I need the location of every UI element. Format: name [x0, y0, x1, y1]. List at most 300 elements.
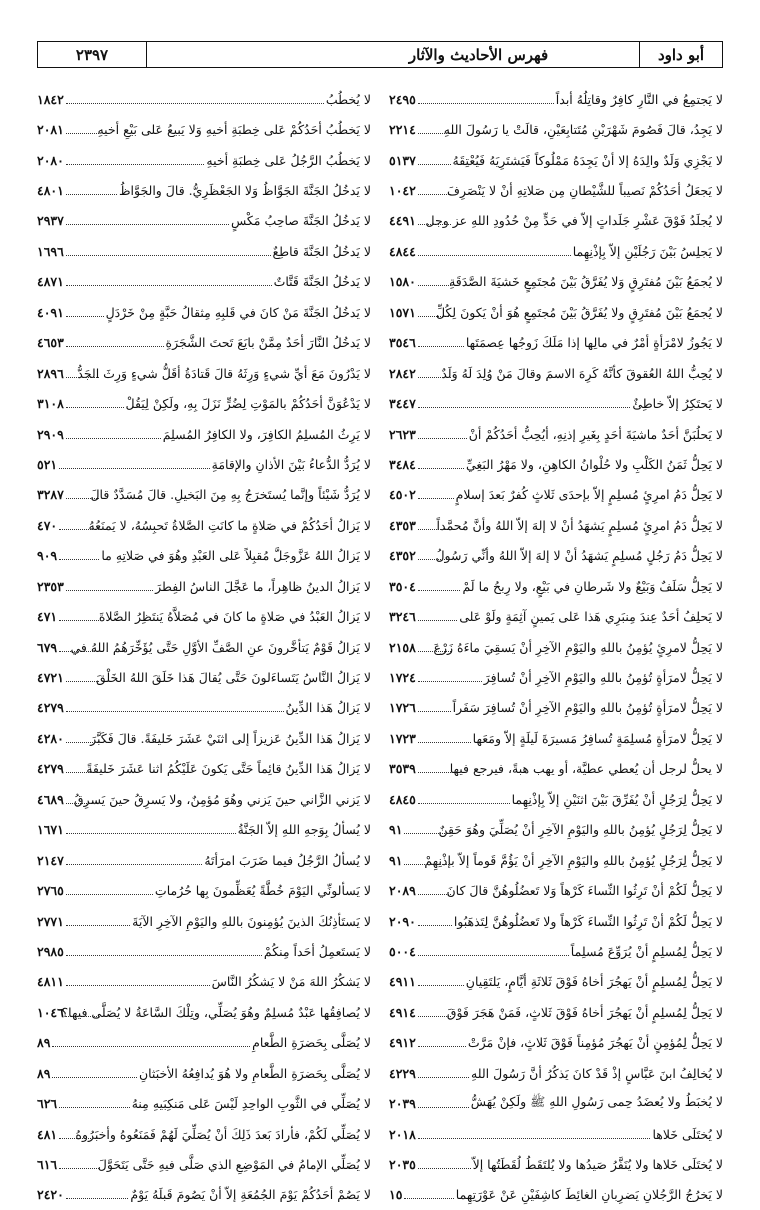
entry-hadith-number: ٣٢٤٦ — [389, 609, 416, 625]
entry-text: لا يُخالِفُ ابنَ عَبَّاسٍ إذْ قَدْ كانَ يَذكُرُ أنَّ رَسُولَ اللهِ — [471, 1065, 723, 1081]
index-entry — [389, 267, 723, 297]
entry-hadith-number: ١٥ — [389, 1187, 403, 1203]
dot-leader — [66, 498, 99, 499]
entry-hadith-number: ٨٩ — [37, 1065, 51, 1081]
dot-leader — [66, 925, 130, 926]
entry-text: لا يَحتَكِرُ إلاّ خاطِئٌ — [632, 396, 723, 412]
entry-text: لا يَحلِفُ أحَدٌ عِندَ مِنبَرِي هَذا عَلى يَمينٍ آثِمَةٍ ولَوْ عَلى — [459, 609, 723, 625]
entry-text: لا يُصَلِّي في الثَّوبِ الواحِدِ لَيْسَ عَلى مَنكِبَيهِ مِنهُ — [131, 1096, 371, 1112]
entry-text: لا يُصَلَّى بِحَضرَةِ الطَّعامِ — [252, 1035, 371, 1051]
entry-hadith-number: ٤٨٤٥ — [389, 791, 416, 807]
index-entry — [389, 1119, 723, 1149]
index-entry — [37, 815, 371, 845]
entry-text: لا يَدْرُونَ مَعَ أيِّ شيءٍ وَرِثَهُ قالَ قَتادَةُ أقَلُّ شيءٍ وَرِثَ الجَدُّ — [77, 365, 371, 381]
entry-text: لا يَدخُلُ الجَنَّةَ صاحِبُ مَكْسٍ — [230, 213, 371, 229]
entry-text: لا يَزالُ قَوْمٌ يَتأخَّرونَ عنِ الصَّفِّ الأوَّلِ حَتَّى يُؤَخِّرَهُمُ اللهُ في — [70, 639, 371, 655]
entry-text: لا يَحلُبَنَّ أحَدٌ ماشيَةَ أحَدٍ بِغَيرِ إذنِهِ، أيُحِبُّ أحَدُكُمْ أنْ — [468, 426, 723, 442]
dot-leader — [66, 164, 205, 165]
entry-hadith-number: ٩٠٩ — [37, 548, 58, 564]
entry-hadith-number: ٣١٠٨ — [37, 396, 64, 412]
entry-text: لا يَحِلُّ لامرَأةٍ تُؤمِنُ باللهِ واليَوْمِ الآخِرِ أنْ تُسافِرَ — [483, 670, 723, 686]
dot-leader — [59, 559, 99, 560]
entry-text: لا يُخطُبُ — [325, 91, 371, 107]
dot-leader — [66, 255, 271, 256]
index-entry — [389, 997, 723, 1027]
index-entry — [37, 510, 371, 540]
entry-text: لا يَدخُلُ النَّارَ أحَدٌ مِمَّنْ بايَعَ تَحتَ الشَّجَرَةِ — [165, 335, 371, 351]
entry-text: لا يُرَدُّ الدُّعاءُ بَيْنَ الأذانِ والإقامَةِ — [211, 456, 371, 472]
index-entry — [37, 662, 371, 692]
entry-text: لا يَستَعمِلُ أحَداً مِنكُمْ — [263, 943, 371, 959]
dot-leader — [66, 803, 99, 804]
entry-hadith-number: ٩١ — [389, 852, 403, 868]
dot-leader — [418, 194, 451, 195]
index-entry — [37, 601, 371, 631]
dot-leader — [52, 1046, 250, 1047]
entry-hadith-number: ٥٢١ — [37, 456, 58, 472]
entry-text: لا يَحِلُّ لامرَأةٍ تُؤمِنُ باللهِ واليَوْمِ الآخِرِ أنْ تُسافِرَ سَفَراً — [452, 700, 723, 716]
dot-leader — [418, 1016, 451, 1017]
index-entry — [389, 206, 723, 236]
index-entry — [389, 601, 723, 631]
entry-text: لا يَزالُ هَذا الدِّينُ قائِماً حَتَّى يَكونَ عَلَيْكُمُ اثنا عَشَرَ خَليفَةً — [86, 761, 371, 777]
dot-leader — [66, 711, 284, 712]
entry-text: لا يَصُمْ أحَدُكُمْ يَوْمَ الجُمُعَةِ إلاّ أنْ يَصُومَ قَبلَهُ يَوْمٌ — [130, 1187, 371, 1203]
entry-hadith-number: ٥٠٠٤ — [389, 943, 416, 959]
entry-hadith-number: ٦٢٦ — [37, 1096, 58, 1112]
entry-text: لا يَزالُ هَذا الدِّينُ عَزيزاً إلى اثنَيْ عَشَرَ خَليفَةً. قالَ فَكَبَّرَ — [90, 730, 371, 746]
index-entry — [389, 1028, 723, 1058]
entry-text: لا يَحِلُّ لامرِئٍ يُؤمِنُ باللهِ واليَوْمِ الآخِرِ أنْ يَسقِيَ ماءَهُ زَرْعَ — [433, 639, 723, 655]
entry-text: لا يَحِلُّ لِمُسلِمٍ أنْ يَهجُرَ أخاهُ فَوْقَ ثَلاثٍ، فَمَنْ هَجَرَ فَوْقَ — [446, 1004, 723, 1020]
entry-text: لا يَدْعُوَنَّ أحَدُكُمْ بالمَوْتِ لِضُرٍّ نَزَلَ بِهِ، ولَكِنْ لِيَقُلْ — [125, 396, 371, 412]
entry-hadith-number: ٢٤٢٠ — [37, 1187, 64, 1203]
entry-hadith-number: ٤٤٩١ — [389, 213, 416, 229]
dot-leader — [66, 590, 153, 591]
dot-leader — [52, 1077, 137, 1078]
entry-text: لا يُرَدُّ شَيْئاً وإنَّما يُستَخرَجُ بِهِ مِنَ البَخيلِ. قالَ مُسَدَّدٌ قالَ — [90, 487, 371, 503]
dot-leader — [66, 742, 99, 743]
entry-hadith-number: ٤٢٨٠ — [37, 730, 64, 746]
entry-text: لا يَحِلُّ دَمُ رَجُلٍ مُسلِمٍ يَشهَدُ أنْ لا إلهَ إلاّ اللهُ وأنِّي رَسُولُ — [435, 548, 723, 564]
entry-hadith-number: ٣٥٤٦ — [389, 335, 416, 351]
dot-leader — [404, 833, 451, 834]
dot-leader — [66, 955, 262, 956]
dot-leader — [418, 590, 461, 591]
index-entry — [389, 815, 723, 845]
dot-leader — [66, 681, 99, 682]
entry-hadith-number: ٤٩١١ — [389, 974, 416, 990]
entry-text: لا يَجعَلُ أحَدُكُمْ نَصيباً للشَّيْطانِ مِن صَلاتِهِ أنْ لا يَنْصَرِفَ — [447, 183, 723, 199]
dot-leader — [66, 194, 117, 195]
entry-hadith-number: ١٦٩٦ — [37, 243, 64, 259]
index-entry — [389, 510, 723, 540]
dot-leader — [418, 133, 451, 134]
dot-leader — [418, 955, 569, 956]
entry-text: لا يَزالُ هَذا الدِّينُ — [285, 700, 371, 716]
entry-hadith-number: ٤٩١٢ — [389, 1035, 416, 1051]
dot-leader — [418, 377, 451, 378]
section-title: فهرس الأحاديث والآثار — [408, 45, 549, 64]
index-entry — [37, 1149, 371, 1179]
dot-leader — [418, 772, 451, 773]
entry-hadith-number: ٢١٤٧ — [37, 852, 64, 868]
entry-text: لا يُختَلَى خَلاها — [652, 1126, 723, 1142]
index-entry — [389, 754, 723, 784]
index-entry — [389, 906, 723, 936]
index-entry — [37, 1028, 371, 1058]
dot-leader — [66, 224, 229, 225]
index-entry — [37, 175, 371, 205]
dot-leader — [66, 985, 210, 986]
dot-leader — [418, 1138, 651, 1139]
index-entry — [37, 84, 371, 114]
index-entry — [37, 1088, 371, 1118]
entry-text: لا يَزني الزَّاني حينَ يَزني وهُوَ مُؤمِنٌ، ولا يَسرِقُ حينَ يَسرِقُ — [73, 791, 371, 807]
entry-text: لا يحلُّ لرجل أن يُعطي عطيَّة، أو يهب هبةً، فيرجع فيها — [449, 761, 723, 777]
index-entry — [37, 419, 371, 449]
entry-hadith-number: ٢٧٦٥ — [37, 883, 64, 899]
dot-leader — [59, 651, 99, 652]
entry-hadith-number: ١٧٢٦ — [389, 700, 416, 716]
dot-leader — [59, 529, 99, 530]
dot-leader — [418, 651, 451, 652]
dot-leader — [59, 620, 99, 621]
entry-hadith-number: ١٧٢٣ — [389, 730, 416, 746]
entry-text: لا يَجِدُ، قالَ فَصُومَ شَهْرَيْنِ مُتَتابِعَيْنِ، قالَتْ يا رَسُولَ اللهِ — [443, 122, 723, 138]
entry-hadith-number: ٤٨٧١ — [37, 274, 64, 290]
entry-hadith-number: ٢٤٩٥ — [389, 91, 416, 107]
entry-hadith-number: ٢٠٩٠ — [389, 913, 416, 929]
entry-hadith-number: ١٥٧١ — [389, 304, 416, 320]
entry-hadith-number: ٢٠٨٠ — [37, 152, 64, 168]
entry-hadith-number: ٢٧٧١ — [37, 913, 64, 929]
entry-hadith-number: ١٠٤٦ — [37, 1004, 64, 1020]
entry-text: لا يَزالُ العَبْدُ في صَلاةٍ ما كانَ في مُصَلاَّهُ يَنتَظِرُ الصَّلاةَ — [98, 609, 371, 625]
dot-leader — [404, 864, 451, 865]
index-entry — [389, 1149, 723, 1179]
dot-leader — [418, 925, 452, 926]
index-entry — [37, 754, 371, 784]
index-entry — [37, 693, 371, 723]
index-entry — [37, 206, 371, 236]
book-title: أبو داود — [639, 42, 722, 67]
index-entry — [37, 845, 371, 875]
entry-text: لا يُختَلَى خَلاها ولا يُنَفَّرُ صَيدُها ولا يُلتَقَطُ لُقَطَتُها إلاّ — [472, 1157, 723, 1173]
entry-hadith-number: ٢٨٩٦ — [37, 365, 64, 381]
entry-text: لا يَخطُبُ الرَّجُلُ عَلى خِطبَةِ أخيهِ — [206, 152, 371, 168]
entry-hadith-number: ٢٩٨٥ — [37, 943, 64, 959]
entry-hadith-number: ٤٧١ — [37, 609, 58, 625]
index-entry — [389, 845, 723, 875]
dot-leader — [59, 1138, 99, 1139]
dot-leader — [66, 285, 272, 286]
entry-hadith-number: ٤٧٢١ — [37, 670, 64, 686]
entry-hadith-number: ١٧٢٤ — [389, 670, 416, 686]
entry-hadith-number: ٤٢٢٩ — [389, 1065, 416, 1081]
entry-hadith-number: ٣٤٨٤ — [389, 456, 416, 472]
index-entry — [389, 936, 723, 966]
dot-leader — [418, 681, 482, 682]
index-entry — [37, 297, 371, 327]
dot-leader — [418, 407, 630, 408]
entry-hadith-number: ٤٦٨٩ — [37, 791, 64, 807]
entry-hadith-number: ٢٠٨١ — [37, 122, 64, 138]
index-entry — [37, 967, 371, 997]
left-column — [37, 84, 371, 1210]
index-entry — [389, 480, 723, 510]
dot-leader — [418, 224, 451, 225]
entry-hadith-number: ٢٢١٤ — [389, 122, 416, 138]
dot-leader — [418, 894, 451, 895]
dot-leader — [418, 711, 451, 712]
index-entry — [389, 297, 723, 327]
entry-text: لا يَحِلُّ لامرَأةٍ مُسلِمَةٍ تُسافِرُ مَسيرَةَ لَيلَةٍ إلاّ ومَعَها — [472, 730, 723, 746]
dot-leader — [59, 1107, 130, 1108]
entry-hadith-number: ٢٠٨٩ — [389, 883, 416, 899]
entry-text: لا يُصافِقُها عَبْدٌ مُسلِمٌ وهُوَ يُصَلِّي، وتِلْكَ السَّاعَةُ لا يُصَلَّى فيها؟ — [61, 1004, 371, 1020]
entry-text: لا يَزالُ أحَدُكُمْ في صَلاةٍ ما كانَتِ الصَّلاةُ تَحبِسُهُ، لا يَمنَعُهُ — [88, 517, 371, 533]
entry-text: لا يَحِلُّ دَمُ امرِئٍ مُسلِمٍ يَشهَدُ أنْ لا إلهَ إلاّ اللهُ وأنَّ مُحمَّداً — [436, 517, 723, 533]
index-entry — [37, 236, 371, 266]
entry-hadith-number: ٤٨٤٤ — [389, 243, 416, 259]
entry-text: لا يَجُوزُ لامْرَأةٍ أمْرٌ في مالِها إذا مَلَكَ زَوجُها عِصمَتَها — [465, 335, 723, 351]
index-entry — [389, 145, 723, 175]
entry-text: لا يَدخُلُ الجَنَّةَ الجَوَّاظُ وَلا الجَعْظَرِيُّ. قالَ والجَوَّاظُ — [118, 183, 371, 199]
dot-leader — [66, 346, 164, 347]
dot-leader — [66, 772, 99, 773]
entry-hadith-number: ٤٩١٤ — [389, 1004, 416, 1020]
index-entry — [37, 571, 371, 601]
index-entry — [389, 328, 723, 358]
dot-leader — [418, 1046, 466, 1047]
entry-hadith-number: ٣٤٤٧ — [389, 396, 416, 412]
dot-leader — [66, 407, 124, 408]
dot-leader — [66, 438, 161, 439]
entry-text: لا يَدخُلُ الجَنَّةَ قَتَّاتٌ — [273, 274, 371, 290]
index-entry — [389, 175, 723, 205]
index-columns — [37, 84, 723, 1203]
entry-text: لا يَحِلُّ لَكُمْ أنْ تَرِثُوا النِّساءَ كَرْهاً وَلا تَعضُلُوهُنَّ قالَ كانَ — [446, 883, 723, 899]
index-entry — [37, 906, 371, 936]
index-entry — [389, 693, 723, 723]
entry-text: لا يُحِبُّ اللهُ العُقوقَ كأنَّهُ كَرِهَ الاسمَ وقالَ مَنْ وُلِدَ لَهُ وَلَدٌ — [441, 365, 723, 381]
index-entry — [389, 541, 723, 571]
index-entry — [389, 236, 723, 266]
entry-text: لا يُصَلِّي الإمامُ في المَوْضِعِ الذي صَلَّى فيهِ حَتَّى يَتَحَوَّلَ — [97, 1157, 371, 1173]
dot-leader — [418, 559, 451, 560]
entry-hadith-number: ٣٥٣٩ — [389, 761, 416, 777]
dot-leader — [418, 438, 467, 439]
index-entry — [37, 449, 371, 479]
index-entry — [37, 328, 371, 358]
index-entry — [389, 662, 723, 692]
entry-text: لا يَحِلُّ لِمُسلِمٍ أنْ يُرَوِّعَ مُسلِماً — [570, 943, 723, 959]
index-entry — [37, 936, 371, 966]
dot-leader — [418, 803, 510, 804]
right-column — [389, 84, 723, 1210]
dot-leader — [418, 985, 464, 986]
dot-leader — [418, 1168, 471, 1169]
entry-text: لا يُصَلِّي لَكُمْ، فأرادَ بَعدَ ذَلِكَ أنْ يُصَلِّيَ لَهُمْ فَمَنَعُوهُ وأخبَرُوهُ — [75, 1126, 371, 1142]
entry-text: لا يَزالُ النَّاسُ يَتَساءَلونَ حَتَّى يُقالَ هَذا خَلَقَ اللهُ الخَلْقَ — [95, 670, 371, 686]
entry-hadith-number: ٤٣٥٣ — [389, 517, 416, 533]
entry-text: لا يَحِلُّ دَمُ امرِئٍ مُسلِمٍ إلاّ بإحدَى ثَلاثٍ كُفرٌ بَعدَ إسلامٍ — [455, 487, 723, 503]
dot-leader — [418, 316, 451, 317]
entry-text: لا يَحِلُّ لِرَجُلٍ يُؤمِنُ باللهِ واليَوْمِ الآخِرِ أنْ يَؤُمَّ قَوماً إلاّ بإذْنِهِمْ — [424, 852, 723, 868]
index-entry — [37, 114, 371, 144]
entry-hadith-number: ٤٧٠ — [37, 517, 58, 533]
index-entry — [37, 1058, 371, 1088]
dot-leader — [418, 1077, 469, 1078]
page-number: ٢٣٩٧ — [38, 42, 147, 67]
entry-hadith-number: ٢٣٥٣ — [37, 578, 64, 594]
dot-leader — [66, 864, 202, 865]
entry-hadith-number: ١٦٧١ — [37, 822, 64, 838]
index-entry — [37, 267, 371, 297]
entry-text: لا يَزالُ اللهُ عَزَّوجَلَّ مُقبِلاً عَلى العَبْدِ وهُوَ في صَلاتِهِ ما — [101, 548, 371, 564]
entry-text: لا يَدخُلُ الجَنَّةَ مَنْ كانَ في قَلبِهِ مِثقالُ حَبَّةٍ مِنْ خَرْدَلٍ — [105, 304, 371, 320]
index-entry — [37, 1180, 371, 1210]
entry-text: لا يَجلِسُ بَيْنَ رَجُلَيْنِ إلاّ بِإذْنِهِما — [572, 243, 723, 259]
index-entry — [37, 1119, 371, 1149]
dot-leader — [418, 103, 554, 104]
entry-text: لا يَخطُبُ أحَدُكُمْ عَلى خِطبَةِ أخيهِ وَلا يَبيعُ عَلى بَيْعِ أخيهِ — [97, 122, 371, 138]
entry-hadith-number: ٦٧٩ — [37, 639, 58, 655]
entry-hadith-number: ١٨٤٢ — [37, 91, 64, 107]
index-entry — [389, 723, 723, 753]
entry-text: لا يَجْزِي وَلَدٌ والِدَهُ إلا أنْ يَجِدَهُ مَمْلُوكاً فَيَشتَرِيَهُ فَيُعْتِقَهُ — [452, 152, 723, 168]
dot-leader — [418, 498, 454, 499]
entry-text: لا يَحِلُّ لَكُمْ أنْ تَرِثُوا النِّساءَ كَرْهاً ولا تَعضُلُوهُنَّ لِتَذهَبُوا — [453, 913, 723, 929]
entry-text: لا يَحِلُّ لِمُؤمِنٍ أنْ يَهجُرَ مُؤمِناً فَوْقَ ثَلاثٍ، فإنْ مَرَّتْ — [467, 1035, 723, 1051]
entry-hadith-number: ١٠٤٢ — [389, 183, 416, 199]
index-entry — [37, 145, 371, 175]
entry-hadith-number: ٤٠٩١ — [37, 304, 64, 320]
entry-hadith-number: ١٥٨٠ — [389, 274, 416, 290]
dot-leader — [418, 468, 464, 469]
entry-text: لا يَحِلُّ لِمُسلِمٍ أنْ يَهجُرَ أخاهُ فَوْقَ ثَلاثَةِ أيَّامٍ، يَلتَقِيانِ — [465, 974, 723, 990]
dot-leader — [418, 255, 571, 256]
index-entry — [37, 480, 371, 510]
entry-text: لا يُصَلَّى بِحَضرَةِ الطَّعامِ ولا هُوَ يُدافِعُهُ الأخبَثانِ — [138, 1065, 371, 1081]
index-entry — [389, 875, 723, 905]
dot-leader — [66, 316, 104, 317]
index-entry — [389, 1180, 723, 1210]
entry-text: لا يَحِلُّ ثَمَنُ الكَلْبِ ولا حُلْوانُ الكاهِنِ، ولا مَهْرُ البَغِيِّ — [465, 456, 723, 472]
dot-leader — [66, 1016, 99, 1017]
entry-hadith-number: ٤٢٧٩ — [37, 761, 64, 777]
entry-text: لا يُخبَطُ ولا يُعضَدُ حِمى رَسُولِ اللهِ ﷺ ولَكِنْ يُهَشُّ — [470, 1094, 723, 1110]
entry-text: لا يُسألُ بِوَجهِ اللهِ إلاّ الجَنَّةُ — [237, 822, 371, 838]
dot-leader — [66, 103, 324, 104]
entry-text: لا يَزالُ الدينُ ظاهِراً، ما عَجَّلَ الناسُ الفِطرَ — [155, 578, 371, 594]
entry-text: لا يَسألونِّي اليَوْمَ خُطَّةً يُعَظِّمونَ بِها حُرُماتِ — [154, 883, 371, 899]
dot-leader — [418, 285, 451, 286]
entry-text: لا يَحِلُّ سَلَفٌ وَبَيْعٌ ولا شَرطانِ في بَيْعٍ، ولا رِبحُ ما لَمْ — [462, 578, 723, 594]
entry-text: لا يَستَأذِنُكَ الذينَ يُؤمِنونَ باللهِ واليَوْمِ الآخِرِ الآيَةَ — [132, 913, 371, 929]
entry-hadith-number: ٥١٣٧ — [389, 152, 416, 168]
entry-hadith-number: ٢١٥٨ — [389, 639, 416, 655]
index-entry — [389, 784, 723, 814]
index-entry — [389, 1058, 723, 1088]
entry-text: لا يَجتمِعُ في النَّارِ كافِرٌ وقاتِلُهُ أبداً — [555, 91, 723, 107]
entry-text: لا يَحِلُّ لِرَجُلٍ يُؤمِنُ باللهِ واليَوْمِ الآخِرِ أنْ يُصَلِّيَ وهُوَ حَقِنٌ — [438, 822, 723, 838]
dot-leader — [418, 1107, 469, 1108]
entry-hadith-number: ٢٩٠٩ — [37, 426, 64, 442]
page-header — [37, 41, 723, 68]
entry-text: لا يَخرُجُ الرَّجُلانِ يَضرِبانِ الغائِطَ كاشِفَيْنِ عَنْ عَوْرَتِهِما — [455, 1187, 723, 1203]
entry-hadith-number: ٩١ — [389, 822, 403, 838]
entry-hadith-number: ٤٦٥٣ — [37, 335, 64, 351]
entry-text: لا يُجمَعُ بَيْنَ مُفتَرِقٍ وَلا يُفَرَّقُ بَيْنَ مُجتَمِعٍ خَشيَةَ الصَّدَقَةِ — [449, 274, 723, 290]
entry-text: لا يَحِلُّ لِرَجُلٍ أنْ يُفَرِّقَ بَيْنَ اثنَيْنِ إلاّ بِإذْنِهِما — [511, 791, 723, 807]
entry-hadith-number: ٤٥٠٢ — [389, 487, 416, 503]
index-entry — [37, 358, 371, 388]
entry-text: لا يُجمَعُ بَيْنَ مُفتَرِقٍ ولا يُفَرَّقُ بَيْنَ مُجتَمِعٍ هُوَ أنْ يَكونَ لِكُلِّ — [435, 304, 723, 320]
entry-hadith-number: ٢٠٣٥ — [389, 1157, 416, 1173]
index-entry — [389, 84, 723, 114]
entry-hadith-number: ٢٩٣٧ — [37, 213, 64, 229]
entry-hadith-number: ٢٠٣٩ — [389, 1096, 416, 1112]
entry-hadith-number: ٦١٦ — [37, 1157, 58, 1173]
entry-text: لا يُجلَدُ فَوْقَ عَشْرِ جَلَداتٍ إلاّ في حَدٍّ مِنْ حُدُودِ اللهِ عز وجل — [425, 213, 723, 229]
index-entry — [389, 1088, 723, 1118]
index-entry — [389, 419, 723, 449]
dot-leader — [66, 833, 236, 834]
entry-hadith-number: ٤٢٧٩ — [37, 700, 64, 716]
dot-leader — [59, 468, 210, 469]
entry-hadith-number: ٤٨٠١ — [37, 183, 64, 199]
index-entry — [37, 541, 371, 571]
dot-leader — [418, 620, 457, 621]
index-entry — [389, 967, 723, 997]
dot-leader — [66, 133, 99, 134]
index-entry — [37, 723, 371, 753]
index-entry — [37, 632, 371, 662]
index-entry — [389, 114, 723, 144]
entry-hadith-number: ٢٠١٨ — [389, 1126, 416, 1142]
entry-hadith-number: ٤٨١١ — [37, 974, 64, 990]
entry-text: لا يَشكُرُ اللهَ مَنْ لا يَشكُرُ النَّاسَ — [211, 974, 371, 990]
index-entry — [37, 388, 371, 418]
dot-leader — [59, 1168, 99, 1169]
dot-leader — [418, 164, 451, 165]
dot-leader — [66, 377, 99, 378]
dot-leader — [66, 1198, 129, 1199]
entry-hadith-number: ٣٢٨٧ — [37, 487, 64, 503]
dot-leader — [418, 742, 471, 743]
entry-hadith-number: ٢٦٢٣ — [389, 426, 416, 442]
index-entry — [389, 358, 723, 388]
entry-hadith-number: ٣٥٠٤ — [389, 578, 416, 594]
entry-hadith-number: ٤٣٥٢ — [389, 548, 416, 564]
entry-text: لا يُسألُ الرَّجُلُ فيما ضَرَبَ امرَأتَهُ — [204, 852, 371, 868]
index-entry — [37, 997, 371, 1027]
index-entry — [389, 388, 723, 418]
index-entry — [389, 571, 723, 601]
entry-text: لا يَدخُلُ الجَنَّةَ قاطِعٌ — [272, 243, 371, 259]
dot-leader — [66, 894, 153, 895]
entry-hadith-number: ٤٨١ — [37, 1126, 58, 1142]
entry-text: لا يَرِثُ المُسلِمُ الكافِرَ، ولا الكافِرُ المُسلِمَ — [162, 426, 371, 442]
entry-hadith-number: ٨٩ — [37, 1035, 51, 1051]
index-entry — [389, 632, 723, 662]
index-entry — [389, 449, 723, 479]
index-entry — [37, 784, 371, 814]
dot-leader — [418, 529, 451, 530]
entry-hadith-number: ٢٨٤٢ — [389, 365, 416, 381]
